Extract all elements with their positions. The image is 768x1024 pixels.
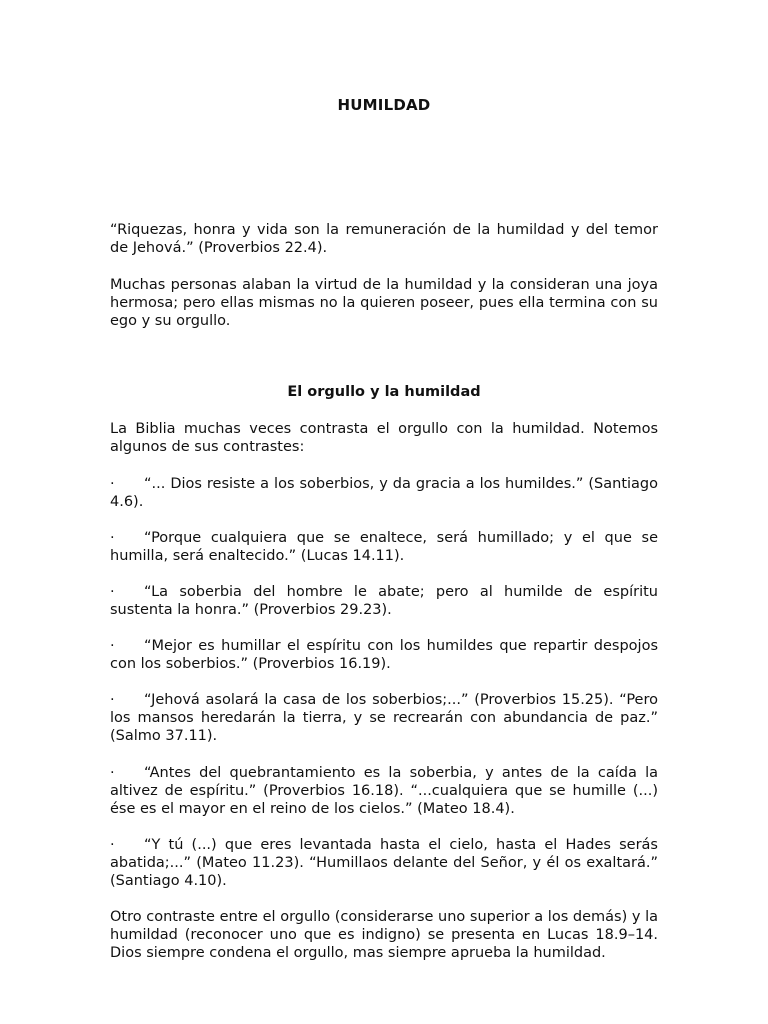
list-item: [110, 475, 658, 511]
list-item: [110, 836, 658, 891]
list-item-text: “La soberbia del hombre le abate; pero al humilde de espíritu sustenta la honra.” (Proverbios 29.23).: [110, 584, 658, 619]
intro-paragraph: Muchas personas alaban la virtud de la humildad y la consideran una joya hermosa; pero ellas mismas no la quieren poseer, pues ella termina con su ego y su orgullo.: [110, 277, 658, 330]
list-item-text: “... Dios resiste a los soberbios, y da gracia a los humildes.” (Santiago 4.6).: [110, 476, 658, 511]
bullet-marker: ·: [110, 692, 115, 708]
section-intro: La Biblia muchas veces contrasta el orgullo con la humildad. Notemos algunos de sus contrastes:: [110, 421, 658, 456]
closing-paragraph: Otro contraste entre el orgullo (considerarse uno superior a los demás) y la humildad (reconocer uno que es indigno) se presenta en Lucas 18.9–14. Dios siempre condena el orgullo, mas siempre aprueba la humildad.: [110, 909, 658, 962]
list-item-text: “Porque cualquiera que se enaltece, será humillado; y el que se humilla, será enaltecido.” (Lucas 14.11).: [110, 530, 658, 565]
bullet-marker: ·: [110, 530, 115, 546]
list-item-text: “Antes del quebrantamiento es la soberbia, y antes de la caída la altivez de espíritu.” (Proverbios 16.18). “...cualquiera que se humille (...) ése es el mayor en el reino de los cielos.” (Mateo 18.4).: [110, 765, 658, 818]
bullet-marker: ·: [110, 765, 115, 781]
list-item: [110, 764, 658, 819]
bullet-marker: ·: [110, 638, 115, 654]
list-item: [110, 637, 658, 673]
list-item-text: “Mejor es humillar el espíritu con los humildes que repartir despojos con los soberbios.” (Proverbios 16.19).: [110, 638, 658, 673]
bullet-marker: ·: [110, 584, 115, 600]
bullet-marker: ·: [110, 476, 115, 492]
list-item-text: “Y tú (...) que eres levantada hasta el cielo, hasta el Hades serás abatida;...” (Mateo 11.23). “Humillaos delante del Señor, y él os exaltará.” (Santiago 4.10).: [110, 837, 658, 890]
list-item: [110, 691, 658, 746]
list-item: [110, 529, 658, 565]
section-heading: El orgullo y la humildad: [287, 384, 481, 400]
document-title: HUMILDAD: [337, 96, 431, 114]
bullet-marker: ·: [110, 837, 115, 853]
list-item-text: “Jehová asolará la casa de los soberbios;...” (Proverbios 15.25). “Pero los mansos heredarán la tierra, y se recrearán con abundancia de paz.” (Salmo 37.11).: [110, 692, 658, 745]
intro-quote: “Riquezas, honra y vida son la remuneración de la humildad y del temor de Jehová.” (Proverbios 22.4).: [110, 222, 658, 257]
list-item: [110, 583, 658, 619]
